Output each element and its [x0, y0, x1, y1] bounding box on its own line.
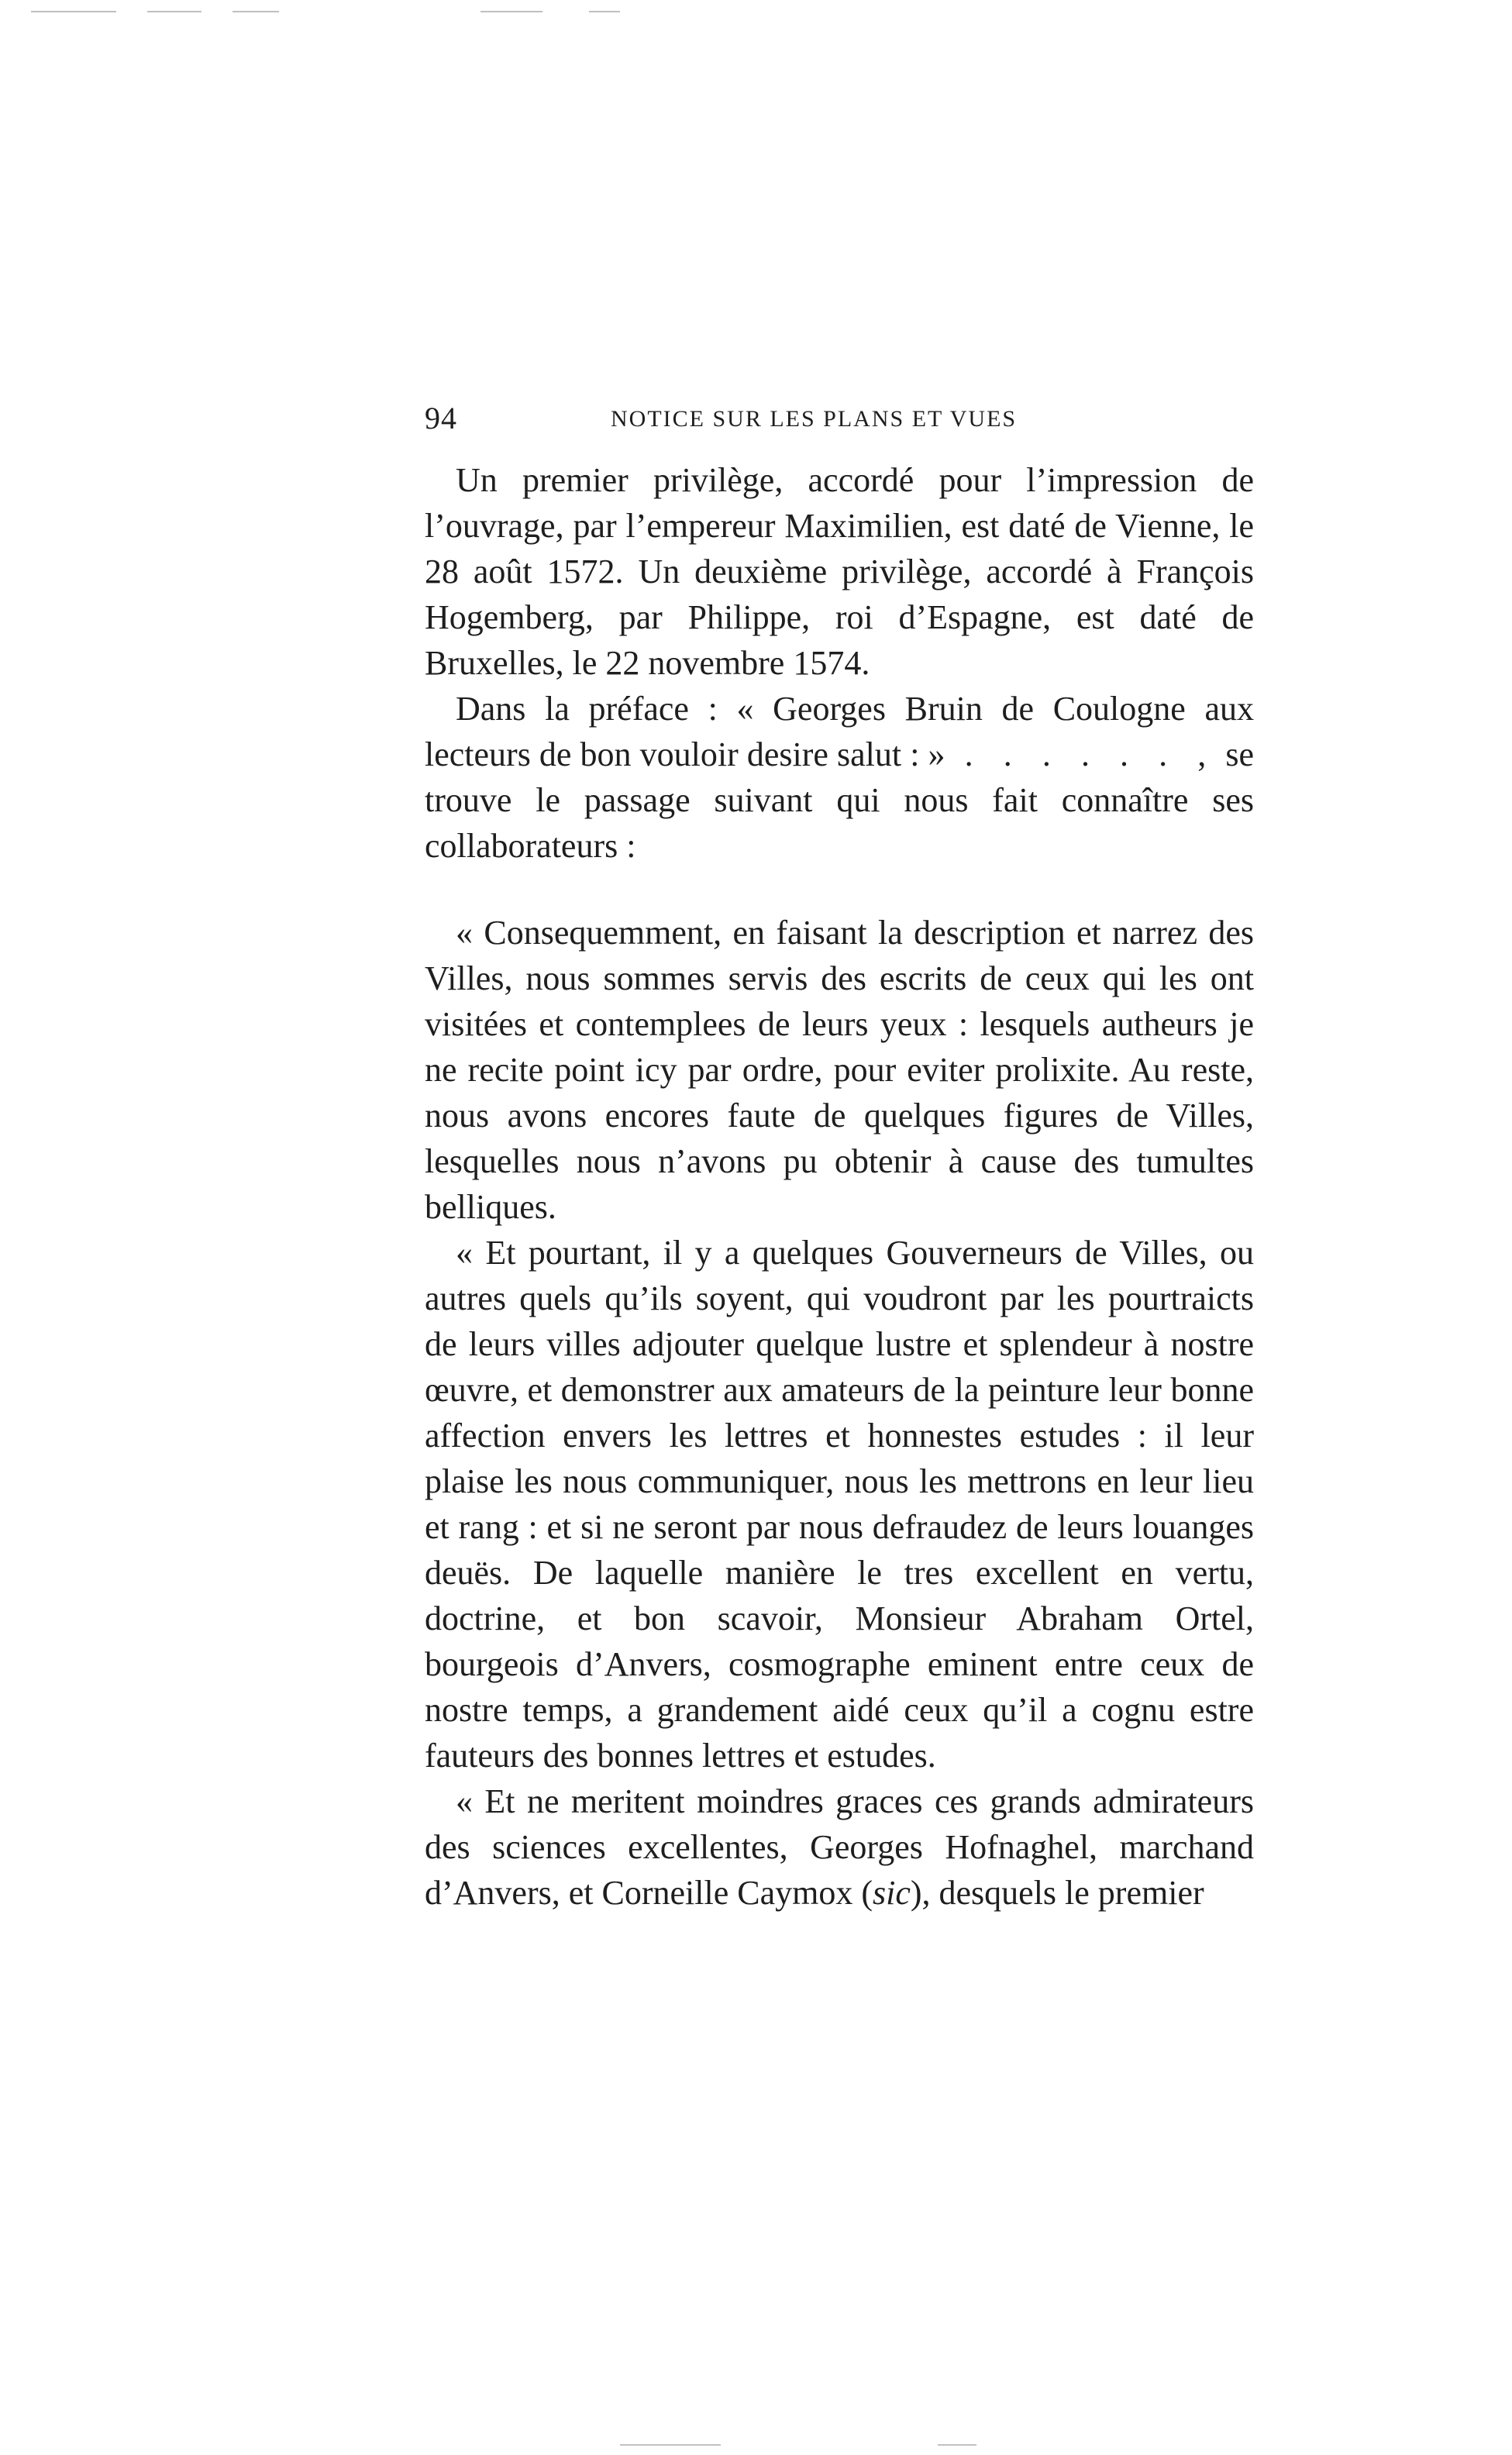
scan-artifact-bottom	[938, 2444, 976, 2446]
quote-paragraph-3	[425, 1778, 1254, 1916]
running-head: NOTICE SUR LES PLANS ET VUES	[611, 406, 1018, 432]
page-number: 94	[425, 401, 457, 436]
page-header	[425, 395, 1254, 442]
scan-artifact-top	[147, 11, 201, 12]
ellipsis-dots: . . . . . . ,	[945, 735, 1218, 773]
scan-artifact-top	[232, 11, 279, 12]
sic-annotation: sic	[872, 1874, 911, 1912]
paragraph-privileges: Un premier privilège, accordé pour l’impression de l’ouvrage, par l’empereur Maximilien, est daté de Vienne, le 28 août 1572. Un deuxième privilège, accordé à François Hogemberg, par Philippe, roi d’Espagne, est daté de Bruxelles, le 22 novembre 1574.	[425, 461, 1254, 682]
preface-intro: Dans la préface : « Georges Bruin de Coulogne aux lecteurs de bon vouloir desire salut : »	[425, 690, 1254, 773]
quoted-passage	[425, 910, 1254, 1916]
body-text	[425, 457, 1254, 869]
quote-paragraph-3-start: « Et ne meritent moindres graces ces grands admirateurs des sciences excellentes, Georges Hofnaghel, marchand d’Anvers, et Corneille Caymox (	[425, 1782, 1254, 1912]
preface-continuation: se trouve le passage suivant qui nous fait connaître ses collaborateurs :	[425, 735, 1255, 865]
scan-artifact-top	[589, 11, 620, 12]
quote-paragraph-1: « Consequemment, en faisant la description et narrez des Villes, nous sommes servis des escrits de ceux qui les ont visitées et contemplees de leurs yeux : lesquels autheurs je ne recite point icy par ordre, pour eviter prolixite. Au reste, nous avons encores faute de quelques figures de Villes, lesquelles nous n’avons pu obtenir à cause des tumultes belliques.	[425, 914, 1254, 1226]
scan-artifact-top	[480, 11, 542, 12]
scan-artifact-top	[31, 11, 116, 12]
quote-paragraph-2: « Et pourtant, il y a quelques Gouverneurs de Villes, ou autres quels qu’ils soyent, qui voudront par les pourtraicts de leurs villes adjouter quelque lustre et splendeur à nostre œuvre, et demonstrer aux amateurs de la peinture leur bonne affection envers les lettres et honnestes estudes : il leur plaise les nous communiquer, nous les mettrons en leur lieu et rang : et si ne seront par nous defraudez de leurs louanges deuës. De laquelle manière le tres excellent en vertu, doctrine, et bon scavoir, Monsieur Abraham Ortel, bourgeois d’Anvers, cosmographe eminent entre ceux de nostre temps, a grandement aidé ceux qu’il a cognu estre fauteurs des bonnes lettres et estudes.	[425, 1234, 1254, 1775]
paragraph-preface	[425, 686, 1254, 869]
quote-paragraph-3-end: ), desquels le premier	[910, 1874, 1204, 1912]
scan-artifact-bottom	[620, 2444, 721, 2446]
